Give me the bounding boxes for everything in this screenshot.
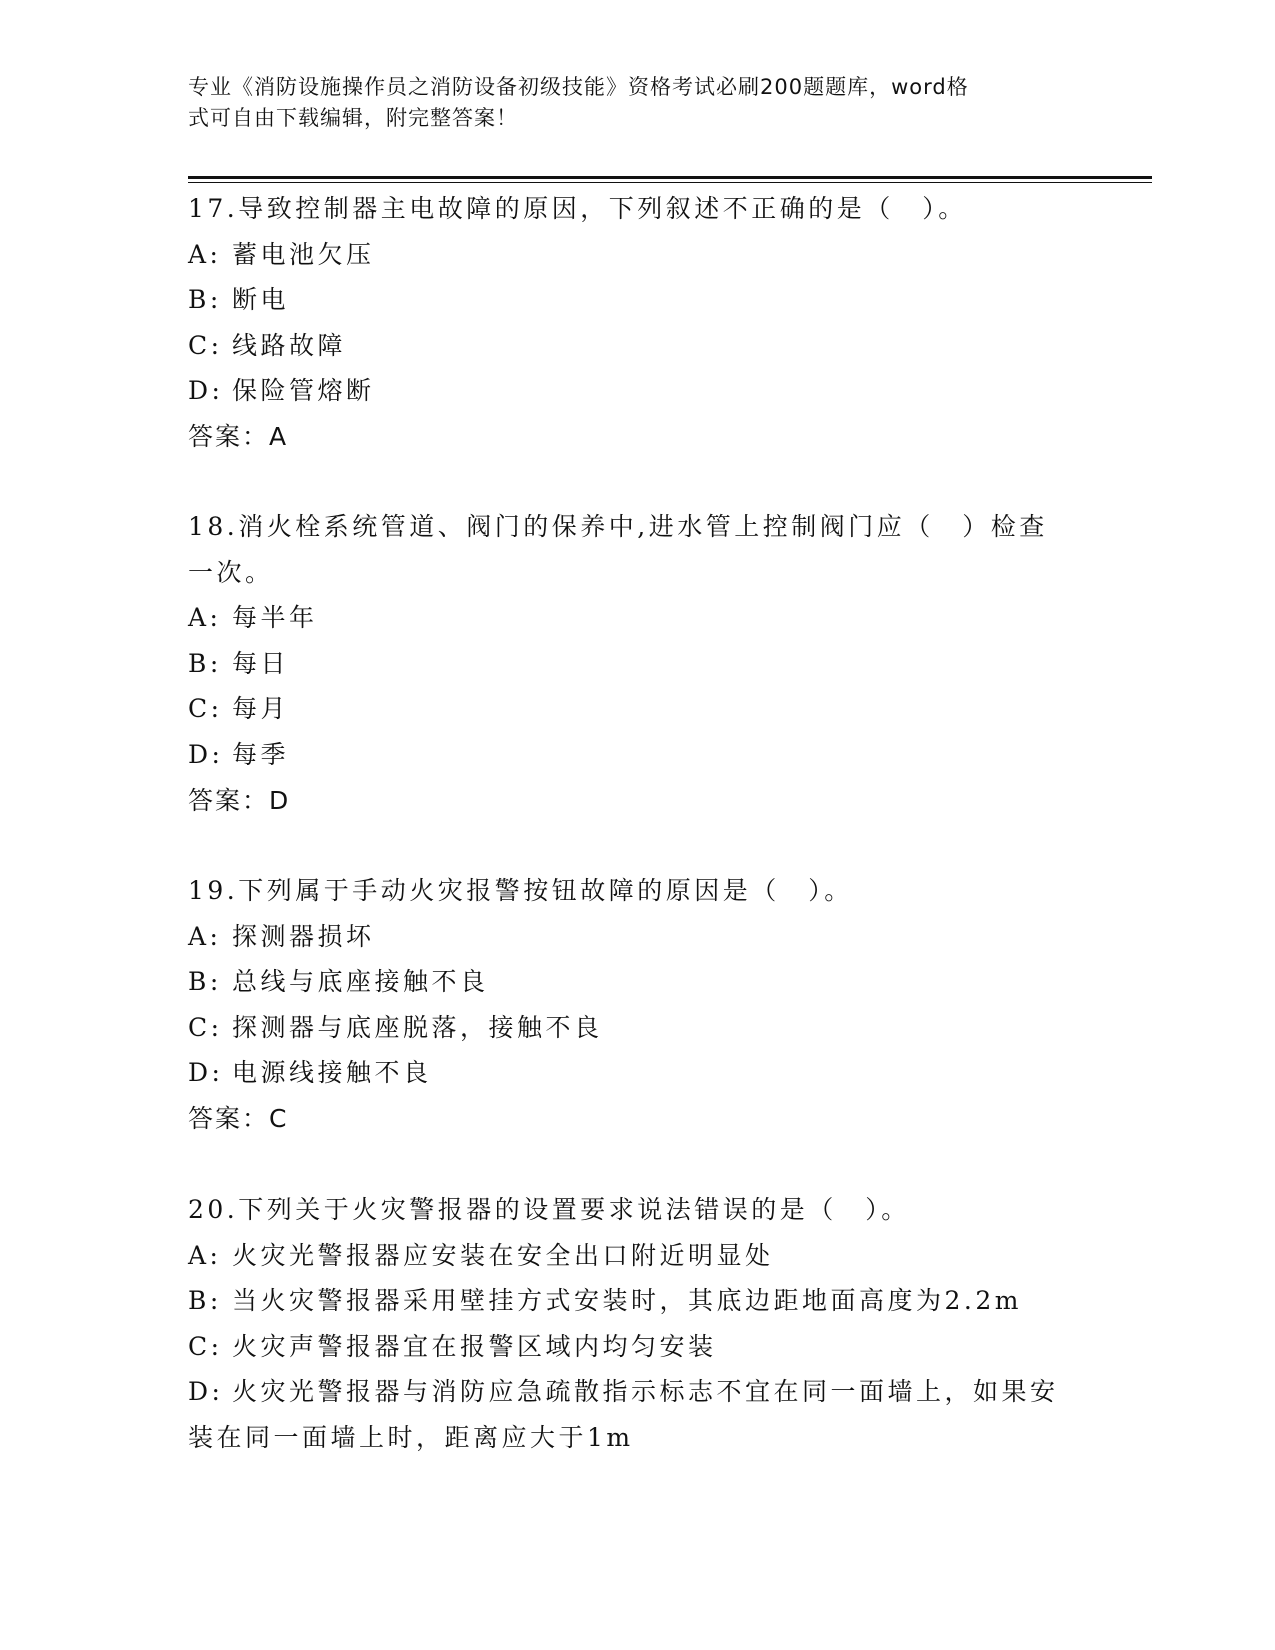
option-letter: D: xyxy=(188,1058,224,1088)
option-text: 探测器与底座脱落，接触不良 xyxy=(232,1012,603,1042)
option-text: 断电 xyxy=(232,285,290,315)
option-text: 火灾光警报器与消防应急疏散指示标志不宜在同一面墙上，如果安 xyxy=(232,1377,1059,1407)
question-19 xyxy=(188,868,1088,1142)
option-letter: C: xyxy=(188,330,223,360)
option-letter: D: xyxy=(188,739,224,769)
option-letter: A: xyxy=(188,603,222,633)
option-letter: B: xyxy=(188,285,222,315)
option-letter: B: xyxy=(188,1286,222,1316)
option-letter: C: xyxy=(188,1012,223,1042)
document-header xyxy=(188,72,1068,134)
option-c xyxy=(188,686,1088,732)
option-letter: D: xyxy=(188,376,224,406)
option-letter: D: xyxy=(188,1377,224,1407)
option-d xyxy=(188,732,1088,778)
header-divider-thin xyxy=(188,182,1152,183)
option-text: 火灾光警报器应安装在安全出口附近明显处 xyxy=(232,1240,774,1270)
option-a xyxy=(188,914,1088,960)
option-text: 火灾声警报器宜在报警区域内均匀安装 xyxy=(232,1331,717,1361)
option-d xyxy=(188,368,1088,414)
option-c xyxy=(188,1324,1088,1370)
option-letter: A: xyxy=(188,921,222,951)
option-d xyxy=(188,1050,1088,1096)
option-a xyxy=(188,232,1088,278)
option-letter: A: xyxy=(188,1240,222,1270)
option-a xyxy=(188,595,1088,641)
question-18 xyxy=(188,504,1088,823)
option-d-continued: 装在同一面墙上时，距离应大于1m xyxy=(188,1422,634,1452)
question-20 xyxy=(188,1187,1088,1461)
option-c xyxy=(188,1005,1088,1051)
header-line-2: 式可自由下载编辑，附完整答案！ xyxy=(188,106,518,130)
option-text: 总线与底座接触不良 xyxy=(232,967,489,997)
header-line-1: 专业《消防设施操作员之消防设备初级技能》资格考试必刷200题题库，word格 xyxy=(188,75,969,99)
option-c xyxy=(188,323,1088,369)
option-letter: C: xyxy=(188,694,223,724)
header-divider-thick xyxy=(188,176,1152,179)
option-text: 每日 xyxy=(232,648,290,678)
option-b xyxy=(188,1278,1088,1324)
answer-line: 答案：A xyxy=(188,421,289,451)
option-text: 蓄电池欠压 xyxy=(232,239,375,269)
option-a xyxy=(188,1233,1088,1279)
option-b xyxy=(188,641,1088,687)
option-text: 当火灾警报器采用壁挂方式安装时，其底边距地面高度为2.2m xyxy=(232,1286,1022,1316)
option-b xyxy=(188,277,1088,323)
option-text: 线路故障 xyxy=(232,330,347,360)
question-stem: 19.下列属于手动火灾报警按钮故障的原因是（ ）。 xyxy=(188,876,853,905)
question-stem: 17.导致控制器主电故障的原因，下列叙述不正确的是（ ）。 xyxy=(188,194,967,223)
option-text: 每季 xyxy=(232,739,290,769)
option-letter: B: xyxy=(188,967,222,997)
option-letter: B: xyxy=(188,648,222,678)
option-text: 电源线接触不良 xyxy=(232,1058,432,1088)
option-text: 每半年 xyxy=(232,603,318,633)
option-b xyxy=(188,959,1088,1005)
question-stem-continued: 一次。 xyxy=(188,557,274,587)
option-text: 每月 xyxy=(232,694,290,724)
answer-line: 答案：C xyxy=(188,1103,289,1133)
answer-line: 答案：D xyxy=(188,785,291,815)
option-letter: A: xyxy=(188,239,222,269)
question-stem: 18.消火栓系统管道、阀门的保养中,进水管上控制阀门应（ ）检查 xyxy=(188,512,1048,541)
question-17 xyxy=(188,186,1088,460)
option-text: 保险管熔断 xyxy=(232,376,375,406)
option-text: 探测器损坏 xyxy=(232,921,375,951)
question-stem: 20.下列关于火灾警报器的设置要求说法错误的是（ ）。 xyxy=(188,1195,910,1224)
option-d xyxy=(188,1369,1088,1415)
option-letter: C: xyxy=(188,1331,223,1361)
